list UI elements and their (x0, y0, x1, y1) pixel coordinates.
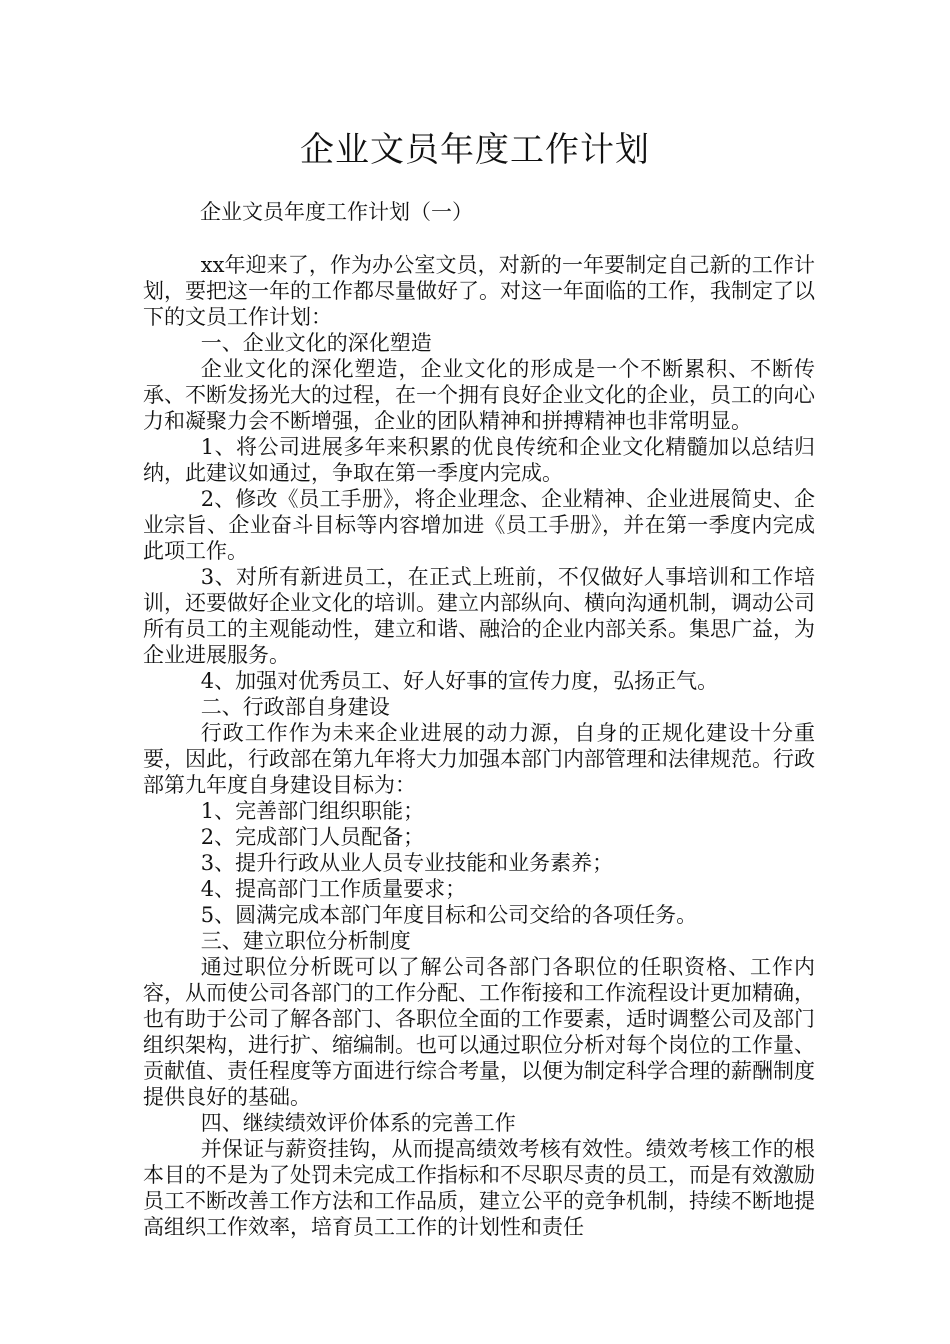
list-item: 2、修改《员工手册》，将企业理念、企业精神、企业进展简史、企业宗旨、企业奋斗目标等内容增加进《员工手册》，并在第一季度内完成此项工作。 (143, 487, 815, 563)
section-heading-2: 二、行政部自身建设 (200, 695, 390, 719)
document-subtitle: 企业文员年度工作计划（一） (200, 200, 473, 224)
paragraph: 通过职位分析既可以了解公司各部门各职位的任职资格、工作内容，从而使公司各部门的工作分配、工作衔接和工作流程设计更加精确，也有助于公司了解各部门、各职位全面的工作要素，适时调整公司及部门组织架构，进行扩、缩编制。也可以通过职位分析对每个岗位的工作量、贡献值、责任程度等方面进行综合考量，以便为制定科学合理的薪酬制度提供良好的基础。 (143, 955, 815, 1109)
list-item: 1、完善部门组织职能； (200, 799, 425, 823)
list-item: 4、提高部门工作质量要求； (200, 877, 467, 901)
list-item: 3、对所有新进员工，在正式上班前，不仅做好人事培训和工作培训，还要做好企业文化的培训。建立内部纵向、横向沟通机制，调动公司所有员工的主观能动性，建立和谐、融洽的企业内部关系。集思广益，为企业进展服务。 (143, 565, 815, 667)
list-item: 3、提升行政从业人员专业技能和业务素养； (200, 851, 614, 875)
document-body (143, 246, 815, 1240)
section-heading-4: 四、继续绩效评价体系的完善工作 (200, 1111, 516, 1135)
list-item: 4、加强对优秀员工、好人好事的宣传力度，弘扬正气。 (200, 669, 719, 693)
paragraph-intro: xx年迎来了，作为办公室文员，对新的一年要制定自己新的工作计划，要把这一年的工作都尽量做好了。对这一年面临的工作，我制定了以下的文员工作计划： (143, 253, 815, 329)
list-item: 1、将公司进展多年来积累的优良传统和企业文化精髓加以总结归纳，此建议如通过，争取在第一季度内完成。 (143, 435, 815, 485)
section-heading-1: 一、企业文化的深化塑造 (200, 331, 432, 355)
list-item: 2、完成部门人员配备； (200, 825, 425, 849)
list-item: 5、圆满完成本部门年度目标和公司交给的各项任务。 (200, 903, 698, 927)
paragraph: 企业文化的深化塑造，企业文化的形成是一个不断累积、不断传承、不断发扬光大的过程，在一个拥有良好企业文化的企业，员工的向心力和凝聚力会不断增强，企业的团队精神和拼搏精神也非常明显。 (143, 357, 815, 433)
document-title: 企业文员年度工作计划 (300, 130, 650, 170)
paragraph: 并保证与薪资挂钩，从而提高绩效考核有效性。绩效考核工作的根本目的不是为了处罚未完成工作指标和不尽职尽责的员工，而是有效激励员工不断改善工作方法和工作品质，建立公平的竞争机制，持续不断地提高组织工作效率，培育员工工作的计划性和责任 (143, 1137, 815, 1239)
section-heading-3: 三、建立职位分析制度 (200, 929, 411, 953)
paragraph: 行政工作作为未来企业进展的动力源，自身的正规化建设十分重要，因此，行政部在第九年将大力加强本部门内部管理和法律规范。行政部第九年度自身建设目标为： (143, 721, 815, 797)
